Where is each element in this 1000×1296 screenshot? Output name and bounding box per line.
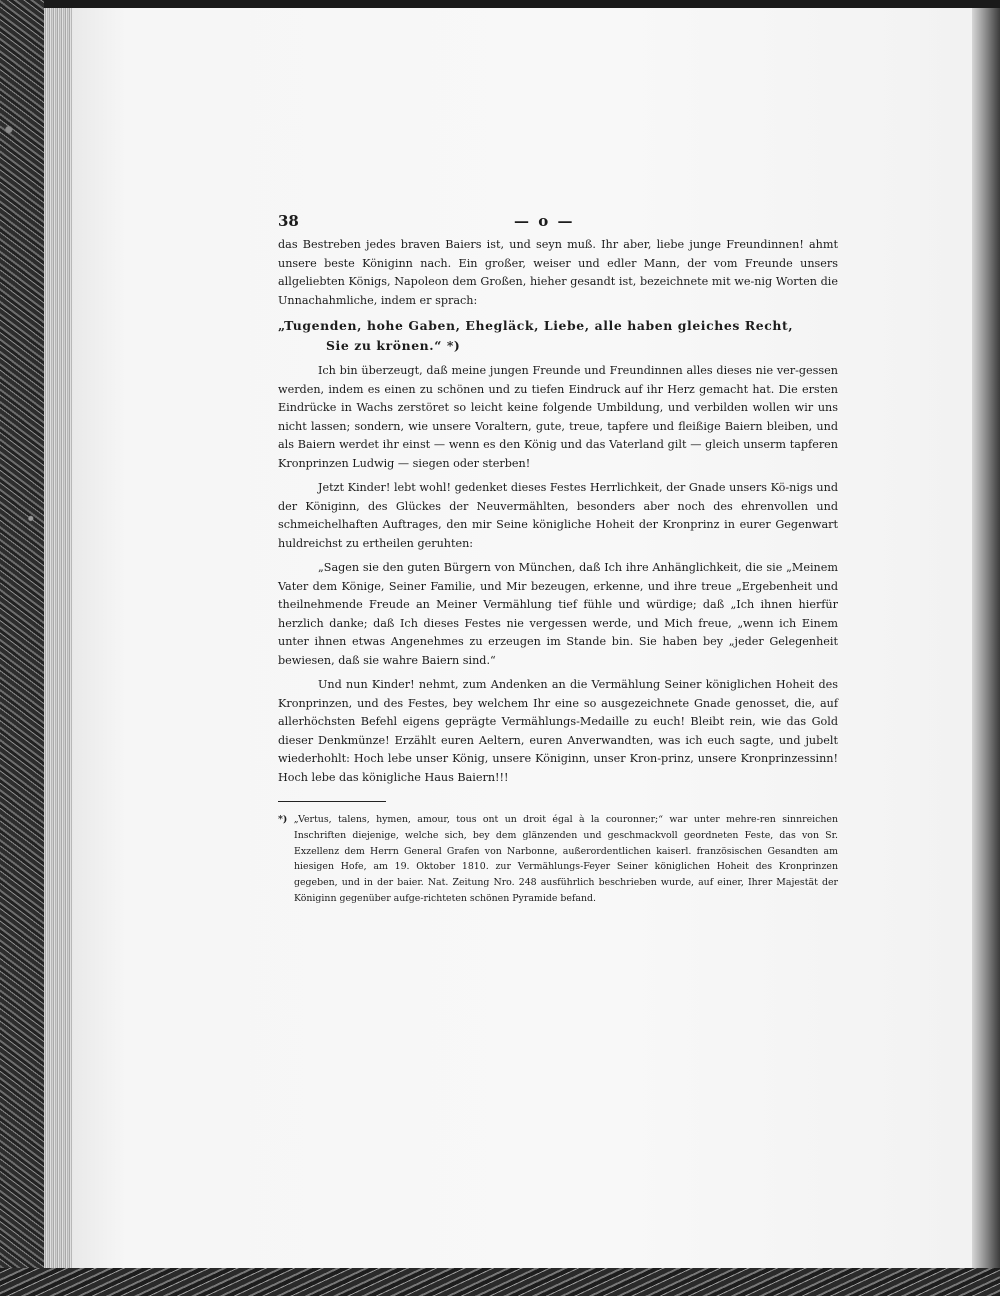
quote-line-1: „Tugenden, hohe Gaben, Ehegläck, Liebe, alle haben gleiches Recht, bbox=[278, 318, 794, 333]
page-text bbox=[278, 210, 838, 907]
gutter-shadow bbox=[972, 8, 1000, 1270]
paragraph-4-crown-prince-speech: „Sagen sie den guten Bürgern von München, daß Ich ihre Anhänglichkeit, die sie „Meinem Vater dem Könige, Seiner Familie, und Mir bezeugen, erkenne, und ihre treue „Ergebenheit und theilnehmende Freude an Meiner Vermählung tief fühle und würdige; daß „Ich ihnen hierfür herzlich danke; daß Ich dieses Festes nie vergessen werde, und Mich freue, „wenn ich Einem unter ihnen etwas Angenehmes zu erzeugen im Stande bin. Sie haben bey „jeder Gelegenheit bewiesen, daß sie wahre Baiern sind.“ bbox=[278, 561, 838, 667]
paragraph-5: Und nun Kinder! nehmt, zum Andenken an die Vermählung Seiner königlichen Hoheit des Kronprinzen, und des Festes, bey welchem Ihr eine so ausgezeichnete Gnade genosset, die, auf allerhöchsten Befehl eigens geprägte Vermählungs-Medaille zu euch! Bleibt rein, wie das Gold dieser Denkmünze! Erzählt euren Aeltern, euren Anverwandten, was ich euch sagte, und jubelt wiederhohlt: Hoch lebe unser König, unsere Königinn, unser Kron-prinz, unsere Kronprinzessinn! Hoch lebe das königliche Haus Baiern!!! bbox=[278, 678, 838, 784]
page-number: 38 bbox=[278, 212, 299, 230]
paragraph-1: das Bestreben jedes braven Baiers ist, und seyn muß. Ihr aber, liebe junge Freundinnen! ahmt unsere beste Königinn nach. Ein großer, weiser und edler Mann, der vom Freunde unsers allgeliebten Königs, Napoleon dem Großen, hieher gesandt ist, bezeichnete mit we-nig Worten die Unnachahmliche, indem er sprach: bbox=[278, 238, 838, 307]
marbled-cover-left bbox=[0, 0, 44, 1296]
running-head: — o — bbox=[514, 212, 575, 230]
quote-line-2: Sie zu krönen.“ *) bbox=[326, 338, 461, 353]
page-header bbox=[278, 210, 838, 236]
footnote bbox=[278, 812, 838, 907]
footnote-mark: *) bbox=[278, 814, 288, 825]
paragraph-3: Jetzt Kinder! lebt wohl! gedenket dieses Festes Herrlichkeit, der Gnade unsers Kö-nigs und der Königinn, des Glückes der Neuvermählten, besonders aber noch des ehrenvollen und schmeichelhaften Auftrages, den mir Seine königliche Hoheit der Kronprinz in eurer Gegenwart huldreichst zu ertheilen geruhten: bbox=[278, 481, 838, 550]
page-block-edges bbox=[44, 8, 72, 1270]
marbled-cover-bottom bbox=[0, 1268, 1000, 1296]
paragraph-2: Ich bin überzeugt, daß meine jungen Freunde und Freundinnen alles dieses nie ver-gessen werden, indem es einen zu schönen und zu tiefen Eindruck auf ihr Herz gemacht hat. Die ersten Eindrücke in Wachs zerstöret so leicht keine folgende Umbildung, und verbilden wollen wir uns nicht lassen; sondern, wie unsere Voraltern, gute, treue, tapfere und fleißige Baiern bleiben, und als Baiern werdet ihr einst — wenn es den König und das Vaterland gilt — gleich unserm tapferen Kronprinzen Ludwig — siegen oder sterben! bbox=[278, 364, 838, 470]
quote-napoleon bbox=[278, 316, 838, 356]
footnote-rule bbox=[278, 801, 386, 802]
footnote-text: „Vertus, talens, hymen, amour, tous ont un droit égal à la couronner;“ war unter mehre-ren sinnreichen Inschriften diejenige, welche sich, bey dem glänzenden und geschmackvoll geordneten Feste, das von Sr. Exzellenz dem Herrn General Grafen von Narbonne, außerordentlichen kaiserl. französischen Gesandten am hiesigen Hofe, am 19. Oktober 1810. zur Vermählungs-Feyer Seiner königlichen Hoheit des Kronprinzen gegeben, und in der baier. Nat. Zeitung Nro. 248 ausführlich beschrieben wurde, auf einer, Ihrer Majestät der Königinn gegenüber aufge-richteten schönen Pyramide befand. bbox=[293, 814, 839, 904]
